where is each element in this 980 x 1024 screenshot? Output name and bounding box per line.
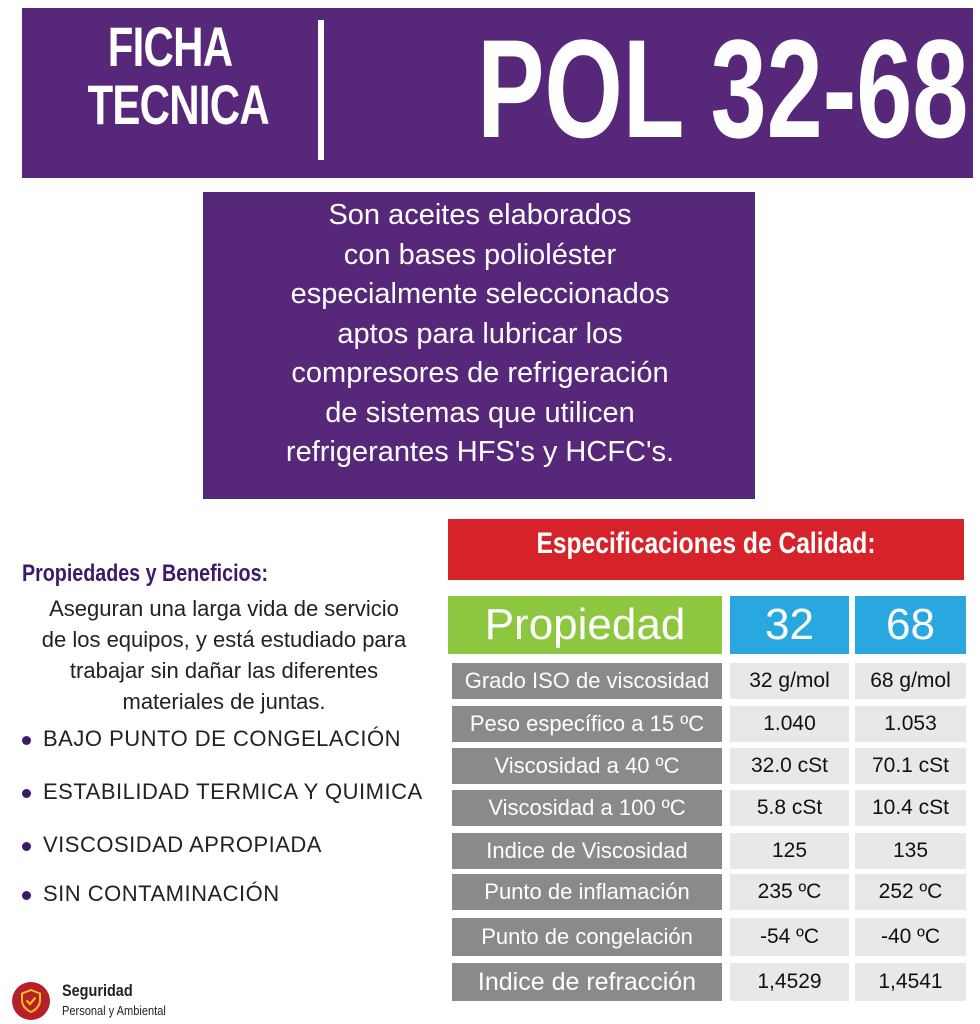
document-type-line1: FICHA: [107, 15, 233, 78]
logo-badge: [12, 982, 50, 1020]
spec-value-32: 125: [730, 833, 849, 869]
column-header-68: 68: [855, 596, 966, 654]
spec-value-68: 1.053: [855, 706, 966, 742]
spec-label: Indice de refracción: [452, 963, 722, 1001]
bullet-dot-icon: [22, 789, 31, 798]
spec-value-68: 70.1 cSt: [855, 748, 966, 784]
properties-line: materiales de juntas.: [122, 689, 326, 714]
column-header-32: 32: [730, 596, 849, 654]
properties-title: Propiedades y Beneficios:: [22, 560, 269, 587]
spec-label: Grado ISO de viscosidad: [452, 663, 722, 699]
spec-value-68: 135: [855, 833, 966, 869]
logo-title: Seguridad: [62, 981, 133, 1000]
spec-label: Viscosidad a 40 ºC: [452, 748, 722, 784]
description-line: aptos para lubricar los: [337, 317, 623, 350]
description-line: refrigerantes HFS's y HCFC's.: [285, 436, 675, 468]
benefit-item: [22, 726, 401, 752]
spec-value-68: 252 ºC: [855, 874, 966, 910]
spec-value-32: 32 g/mol: [730, 663, 849, 699]
benefit-label: SIN CONTAMINACIÓN: [43, 881, 280, 906]
benefit-item: [22, 832, 322, 858]
description-line: compresores de refrigeración: [291, 357, 669, 389]
product-name: POL 32-68: [477, 10, 969, 167]
properties-line: de los equipos, y está estudiado para: [41, 627, 407, 652]
spec-label: Punto de congelación: [452, 918, 722, 956]
document-type-label: [87, 15, 269, 136]
spec-value-68: -40 ºC: [855, 918, 966, 956]
description-line: especialmente seleccionados: [290, 278, 670, 310]
spec-value-32: -54 ºC: [730, 918, 849, 956]
benefit-label: VISCOSIDAD APROPIADA: [43, 832, 322, 857]
spec-value-32: 1.040: [730, 706, 849, 742]
spec-value-68: 10.4 cSt: [855, 790, 966, 826]
description-line: de sistemas que utilicen: [325, 396, 635, 429]
logo-subtitle: Personal y Ambiental: [62, 1003, 166, 1018]
benefit-label: ESTABILIDAD TERMICA Y QUIMICA: [43, 779, 423, 804]
description-text: [240, 196, 720, 473]
properties-line: trabajar sin dañar las diferentes: [69, 658, 379, 683]
spec-value-32: 235 ºC: [730, 874, 849, 910]
document-type-line2: TECNICA: [87, 73, 269, 136]
description-line: Son aceites elaborados: [328, 199, 632, 231]
bullet-dot-icon: [22, 842, 31, 851]
spec-label: Peso específico a 15 ºC: [452, 706, 722, 742]
header-divider: [318, 20, 324, 160]
description-line: con bases polioléster: [343, 238, 617, 271]
spec-value-68: 68 g/mol: [855, 663, 966, 699]
column-header-property: Propiedad: [448, 596, 722, 654]
properties-line: Aseguran una larga vida de servicio: [49, 596, 399, 621]
specs-title: Especificaciones de Calidad:: [536, 527, 876, 560]
spec-value-32: 32.0 cSt: [730, 748, 849, 784]
spec-value-68: 1,4541: [855, 963, 966, 1001]
properties-text: [6, 593, 442, 717]
spec-label: Viscosidad a 100 ºC: [452, 790, 722, 826]
benefit-label: BAJO PUNTO DE CONGELACIÓN: [43, 726, 402, 751]
benefit-item: [22, 881, 280, 907]
spec-value-32: 5.8 cSt: [730, 790, 849, 826]
spec-label: Punto de inflamación: [452, 874, 722, 910]
shield-check-icon: [20, 989, 42, 1013]
bullet-dot-icon: [22, 736, 31, 745]
spec-value-32: 1,4529: [730, 963, 849, 1001]
spec-label: Indice de Viscosidad: [452, 833, 722, 869]
bullet-dot-icon: [22, 891, 31, 900]
benefit-item: [22, 779, 423, 805]
